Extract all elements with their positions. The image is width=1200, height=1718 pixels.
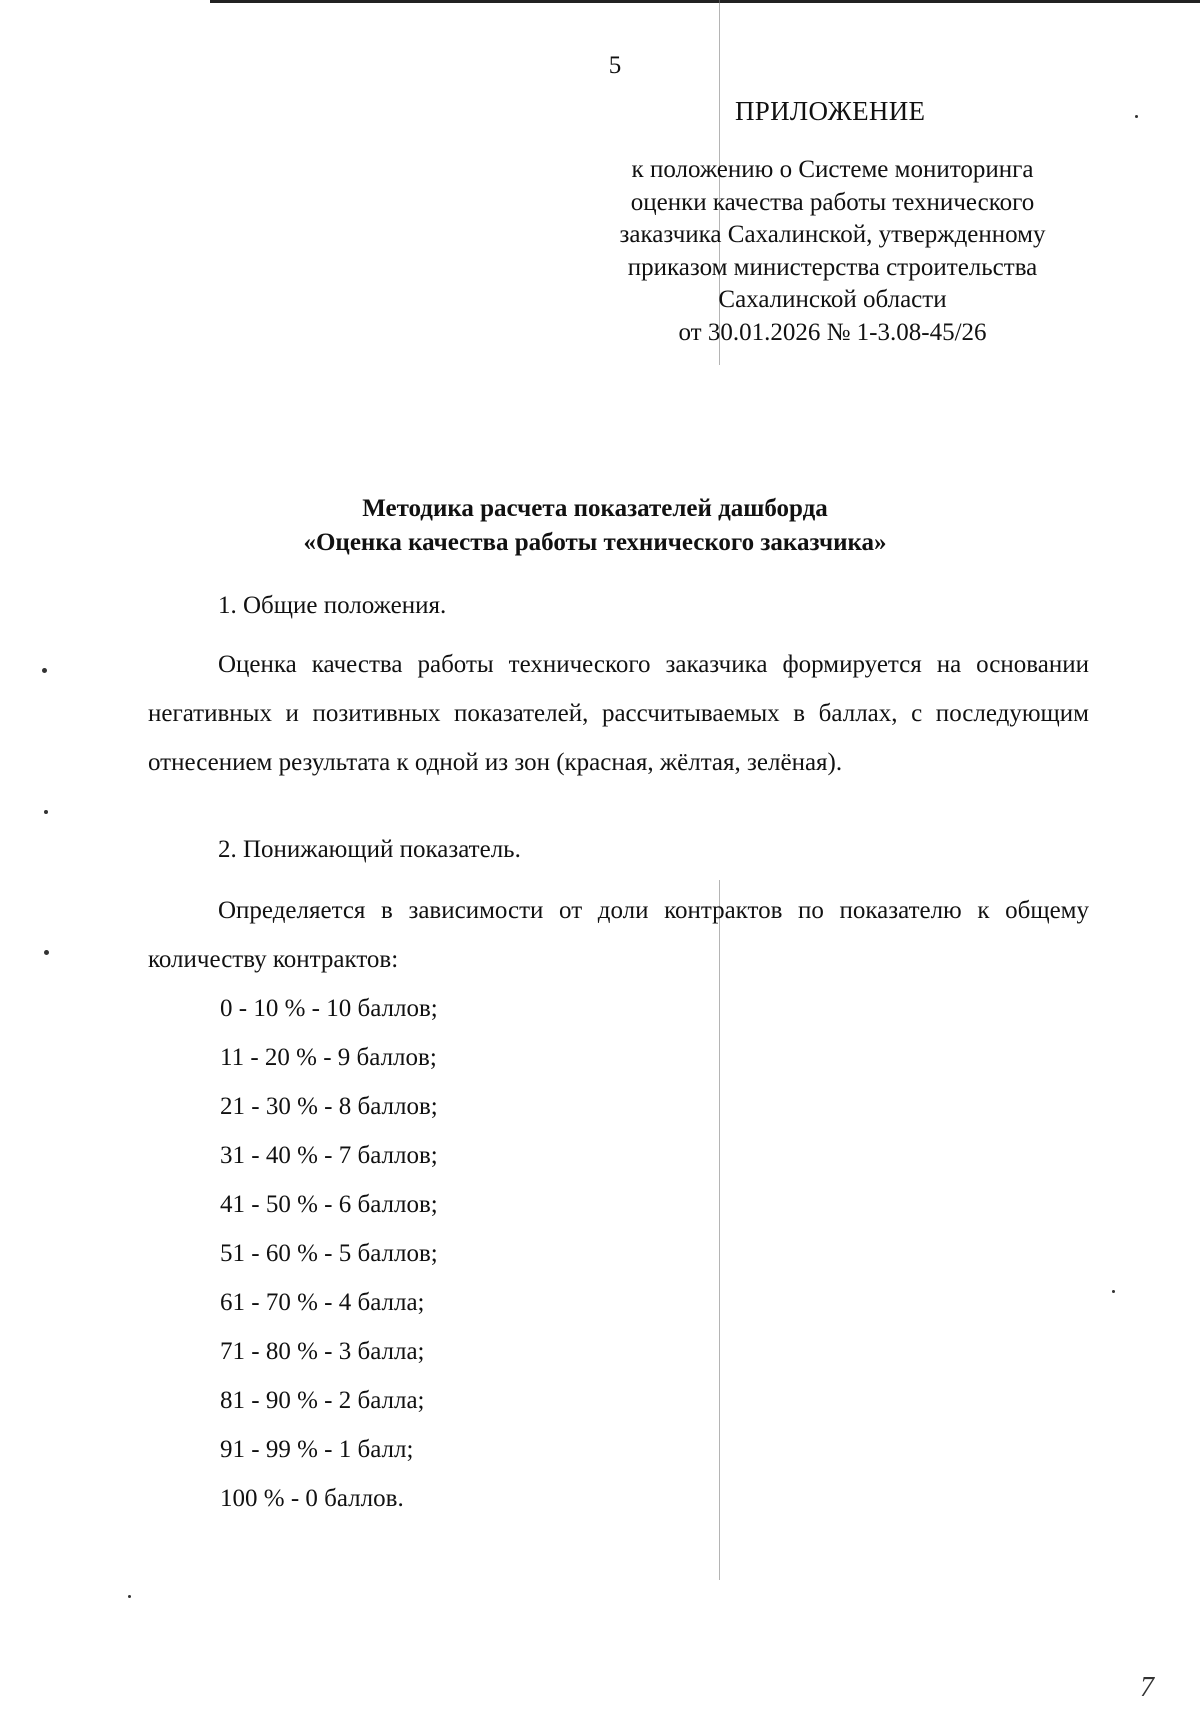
- appendix-reference: [560, 154, 1105, 349]
- scan-speck: [44, 810, 48, 814]
- score-list-item: 91 - 99 % - 1 балл;: [220, 1436, 414, 1463]
- score-list-item: 81 - 90 % - 2 балла;: [220, 1387, 425, 1414]
- document-title-line: Методика расчета показателей дашборда: [362, 495, 828, 522]
- score-list-item: 0 - 10 % - 10 баллов;: [220, 995, 438, 1022]
- score-list: [220, 984, 438, 1523]
- score-list-item: 51 - 60 % - 5 баллов;: [220, 1240, 438, 1267]
- appendix-line: приказом министерства строительства: [627, 253, 1038, 281]
- appendix-line: Сахалинской области: [718, 286, 947, 313]
- score-list-item: 100 % - 0 баллов.: [220, 1485, 404, 1512]
- score-list-item: 61 - 70 % - 4 балла;: [220, 1289, 425, 1316]
- page-number: 5: [608, 52, 622, 79]
- score-list-item: 31 - 40 % - 7 баллов;: [220, 1142, 438, 1169]
- score-list-item: 71 - 80 % - 3 балла;: [220, 1338, 425, 1365]
- score-list-item: 21 - 30 % - 8 баллов;: [220, 1093, 438, 1120]
- scan-speck: [42, 668, 47, 673]
- section-heading-general: 1. Общие положения.: [218, 592, 447, 619]
- document-title-line: «Оценка качества работы технического заказчика»: [303, 529, 887, 556]
- scan-top-border: [210, 0, 1200, 3]
- scan-speck: [128, 1595, 131, 1598]
- appendix-line: к положению о Системе мониторинга: [631, 156, 1034, 183]
- corner-handwritten-mark: 7: [1140, 1672, 1154, 1703]
- scan-fold-line-lower: [719, 880, 720, 1580]
- scan-speck: [44, 950, 49, 955]
- document-title: [160, 492, 1030, 560]
- scan-speck: [1135, 115, 1138, 118]
- appendix-line: от 30.01.2026 № 1-3.08-45/26: [678, 318, 987, 346]
- appendix-line: оценки качества работы технического: [630, 188, 1035, 216]
- scan-speck: [1112, 1290, 1115, 1293]
- appendix-title: ПРИЛОЖЕНИЕ: [735, 96, 926, 126]
- section-heading-reducing-indicator: 2. Понижающий показатель.: [218, 836, 521, 863]
- score-list-item: 11 - 20 % - 9 баллов;: [220, 1044, 437, 1071]
- score-list-item: 41 - 50 % - 6 баллов;: [220, 1191, 438, 1218]
- section-paragraph-reducing-indicator: Определяется в зависимости от доли контрактов по показателю к общему количеству контрактов:: [148, 897, 1089, 973]
- appendix-line: заказчика Сахалинской, утвержденному: [619, 221, 1046, 248]
- section-paragraph-general: Оценка качества работы технического заказчика формируется на основании негативных и позитивных показателей, рассчитываемых в баллах, с последующим отнесением результата к одной из зон (красная, жёлтая, зелёная).: [148, 651, 1089, 776]
